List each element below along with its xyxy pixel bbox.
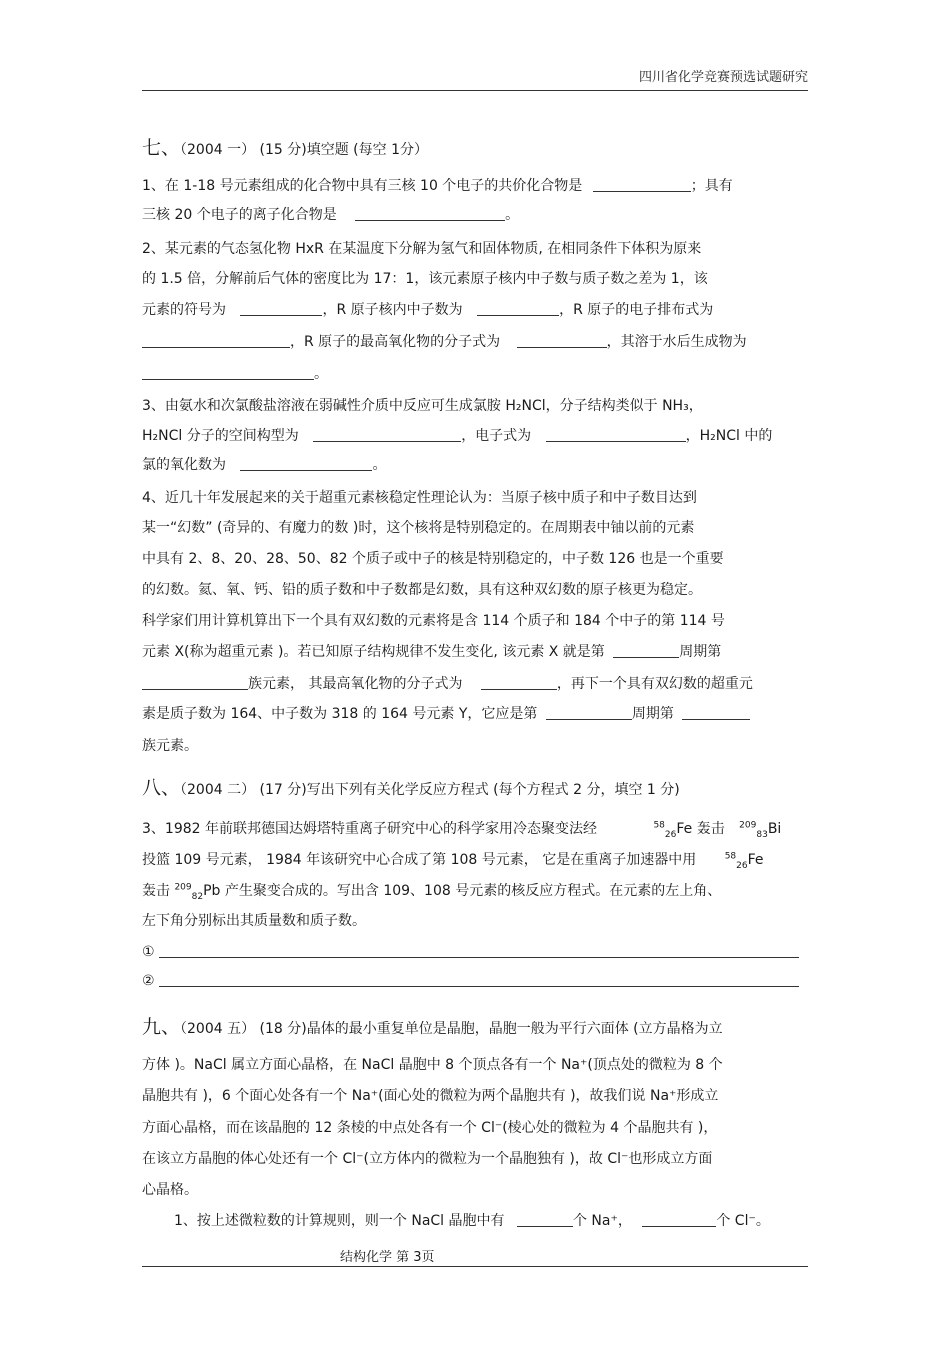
answer-blank[interactable]: [240, 456, 372, 471]
q7-4-line1: 4、近几十年发展起来的关于超重元素核稳定性理论认为：当原子核中质子和中子数目达到: [142, 490, 697, 506]
nuclide-pb: [174, 882, 221, 902]
answer-marker-2: ②: [142, 973, 155, 989]
q9-line2: 晶胞共有 )，6 个面心处各有一个 Na⁺(面心处的微粒为两个晶胞共有 )，故我们说 Na⁺形成立: [142, 1088, 719, 1104]
pb-atomic-number: 82: [191, 891, 204, 902]
section-7-number: 七、: [142, 137, 181, 159]
q7-2-text-b: ，R 原子核内中子数为: [322, 302, 463, 318]
page-header: 四川省化学竞赛预选试题研究: [638, 70, 808, 85]
q7-2-text-f: 。: [314, 366, 328, 382]
q7-4-text-d: ，再下一个具有双幻数的超重元: [556, 676, 753, 692]
q7-4-text-a: 元素 X(称为超重元素 )。若已知原子结构规律不发生变化, 该元素 X 就是第: [142, 644, 605, 660]
answer-blank[interactable]: [240, 301, 322, 316]
fe-atomic-number: 26: [664, 829, 677, 840]
answer-line-2: [142, 972, 799, 989]
q8-3-text-a: 3、1982 年前联邦德国达姆塔特重离子研究中心的科学家用冷态聚变法经: [142, 821, 597, 837]
bi-symbol: Bi: [767, 821, 782, 837]
section-9-number: 九、: [142, 1016, 181, 1038]
page-footer: 结构化学 第 3页: [340, 1250, 435, 1265]
answer-blank[interactable]: [142, 675, 248, 690]
answer-blank[interactable]: [546, 705, 632, 720]
answer-blank[interactable]: [517, 333, 607, 348]
answer-blank[interactable]: [481, 675, 557, 690]
q7-1-text-a: 1、在 1-18 号元素组成的化合物中具有三核 10 个电子的共价化合物是: [142, 178, 583, 194]
q7-1-text-b: ；具有: [690, 178, 733, 194]
answer-blank[interactable]: [682, 705, 750, 720]
q9-line4: 在该立方晶胞的体心处还有一个 Cl⁻(立方体内的微粒为一个晶胞独有 )，故 Cl⁻也形成立方面: [142, 1151, 713, 1167]
answer-blank[interactable]: [142, 365, 314, 380]
answer-blank[interactable]: [355, 206, 505, 221]
q7-4-text-c: 族元素， 其最高氧化物的分子式为: [248, 676, 463, 692]
q7-2-line2: 的 1.5 倍，分解前后气体的密度比为 17：1，该元素原子核内中子数与质子数之差为 1，该: [142, 271, 708, 287]
q7-4-line5: 科学家们用计算机算出下一个具有双幻数的元素将是含 114 个质子和 184 个中子的第 114 号: [142, 613, 725, 629]
q7-3-text-b: ，电子式为: [461, 428, 532, 444]
answer-line-1: [142, 943, 799, 960]
q7-3-line2: [142, 425, 772, 445]
section-8-heading: [142, 773, 680, 800]
bi-atomic-number: 83: [756, 829, 768, 840]
nuclide-fe-2: [724, 851, 764, 871]
q7-4-line9: 族元素。: [142, 738, 198, 754]
q7-2-text-a: 元素的符号为: [142, 302, 226, 318]
header-rule: [142, 90, 808, 91]
answer-blank[interactable]: [313, 427, 461, 442]
q7-2-line5: [142, 363, 328, 383]
q7-3-line1: 3、由氨水和次氯酸盐溶液在弱碱性介质中反应可生成氯胺 H₂NCl，分子结构类似于 NH₃，: [142, 398, 703, 414]
answer-blank[interactable]: [546, 427, 686, 442]
q7-2-line1: 2、某元素的气态氢化物 HxR 在某温度下分解为氢气和固体物质, 在相同条件下体积为原来: [142, 241, 702, 257]
section-9-heading: [142, 1012, 723, 1039]
answer-blank[interactable]: [477, 301, 559, 316]
q9-1-text-b: 个 Na⁺，: [572, 1213, 632, 1229]
q9-line1: 方体 )。NaCl 属立方面心晶格，在 NaCl 晶胞中 8 个顶点各有一个 Na⁺(顶点处的微粒为 8 个: [142, 1057, 723, 1073]
q7-4-text-b: 周期第: [679, 644, 722, 660]
q7-2-text-e: ，其溶于水后生成物为: [606, 334, 747, 350]
q7-1-line1: [142, 175, 733, 195]
nuclide-bi: [739, 820, 782, 840]
pb-symbol: Pb: [203, 883, 221, 899]
q7-4-text-f: 周期第: [631, 706, 674, 722]
pb-mass-number: 209: [174, 882, 192, 893]
q8-3-line2: [142, 849, 764, 869]
fe-atomic-number: 26: [736, 860, 748, 871]
q7-4-text-e: 素是质子数为 164、中子数为 318 的 164 号元素 Y，它应是第: [142, 706, 538, 722]
q8-3-text-c: 投篮 109 号元素， 1984 年该研究中心合成了第 108 号元素， 它是在重离子加速器中用: [142, 852, 697, 868]
q9-1-line: [174, 1210, 770, 1230]
fe-mass-number: 58: [653, 820, 665, 831]
q7-4-line3: 中具有 2、8、20、28、50、82 个质子或中子的核是特别稳定的，中子数 126 也是一个重要: [142, 551, 724, 567]
q8-3-line3: [142, 880, 721, 900]
q8-3-text-b: 轰击: [692, 821, 730, 837]
section-7-heading: [142, 133, 428, 160]
section-8-number: 八、: [142, 777, 181, 799]
answer-blank[interactable]: [159, 972, 799, 987]
q7-3-text-d: 氯的氧化数为: [142, 457, 226, 473]
section-7-title: （2004 一） (15 分)填空题 (每空 1分）: [180, 142, 429, 158]
answer-blank[interactable]: [593, 177, 691, 192]
q7-4-line4: 的幻数。氦、氧、钙、铅的质子数和中子数都是幻数，具有这种双幻数的原子核更为稳定。: [142, 582, 702, 598]
q7-3-text-a: H₂NCl 分子的空间构型为: [142, 428, 299, 444]
q7-4-line8: [142, 703, 750, 723]
fe-mass-number: 58: [724, 851, 737, 862]
footer-rule: [142, 1266, 808, 1267]
q9-1-text-a: 1、按上述微粒数的计算规则，则一个 NaCl 晶胞中有: [174, 1213, 505, 1229]
section-9-title: （2004 五） (18 分)晶体的最小重复单位是晶胞，晶胞一般为平行六面体 (立方晶格为立: [180, 1021, 723, 1037]
bi-mass-number: 209: [739, 820, 757, 831]
q9-line3: 方面心晶格，而在该晶胞的 12 条棱的中点处各有一个 Cl⁻(棱心处的微粒为 4 个晶胞共有 )，: [142, 1120, 718, 1136]
q7-2-line3: [142, 299, 713, 319]
q9-1-text-c: 个 Cl⁻。: [716, 1213, 770, 1229]
q8-3-text-d: 轰击: [142, 883, 175, 899]
answer-blank[interactable]: [159, 943, 799, 958]
q7-3-text-c: ，H₂NCl 中的: [685, 428, 773, 444]
answer-blank[interactable]: [642, 1212, 716, 1227]
q8-3-text-e: 产生聚变合成的。写出含 109、108 号元素的核反应方程式。在元素的左上角、: [220, 883, 722, 899]
answer-marker-1: ①: [142, 944, 155, 960]
q7-2-text-d: ，R 原子的最高氧化物的分子式为: [290, 334, 501, 350]
q7-4-line2: 某一“幻数” (奇异的、有魔力的数 )时，这个核将是特别稳定的。在周期表中铀以前的元素: [142, 520, 695, 536]
nuclide-fe: [653, 820, 693, 840]
q7-4-line7: [142, 673, 753, 693]
q7-4-line6: [142, 641, 721, 661]
answer-blank[interactable]: [613, 643, 679, 658]
q7-1-text-c: 三核 20 个电子的离子化合物是: [142, 207, 337, 223]
q8-3-line1: [142, 818, 781, 838]
q7-3-text-e: 。: [372, 457, 387, 473]
section-8-title: （2004 二） (17 分)写出下列有关化学反应方程式 (每个方程式 2 分，填空 1 分): [180, 782, 680, 798]
q8-3-line4: 左下角分别标出其质量数和质子数。: [142, 913, 366, 929]
q7-1-line2: [142, 204, 519, 224]
q7-2-text-c: ，R 原子的电子排布式为: [559, 302, 714, 318]
fe-symbol: Fe: [676, 821, 693, 837]
q7-1-text-d: 。: [505, 207, 520, 223]
answer-blank[interactable]: [517, 1212, 573, 1227]
q7-3-line3: [142, 454, 386, 474]
q9-line5: 心晶格。: [142, 1182, 198, 1198]
answer-blank[interactable]: [142, 333, 290, 348]
fe-symbol: Fe: [747, 852, 764, 868]
q7-2-line4: [142, 331, 747, 351]
